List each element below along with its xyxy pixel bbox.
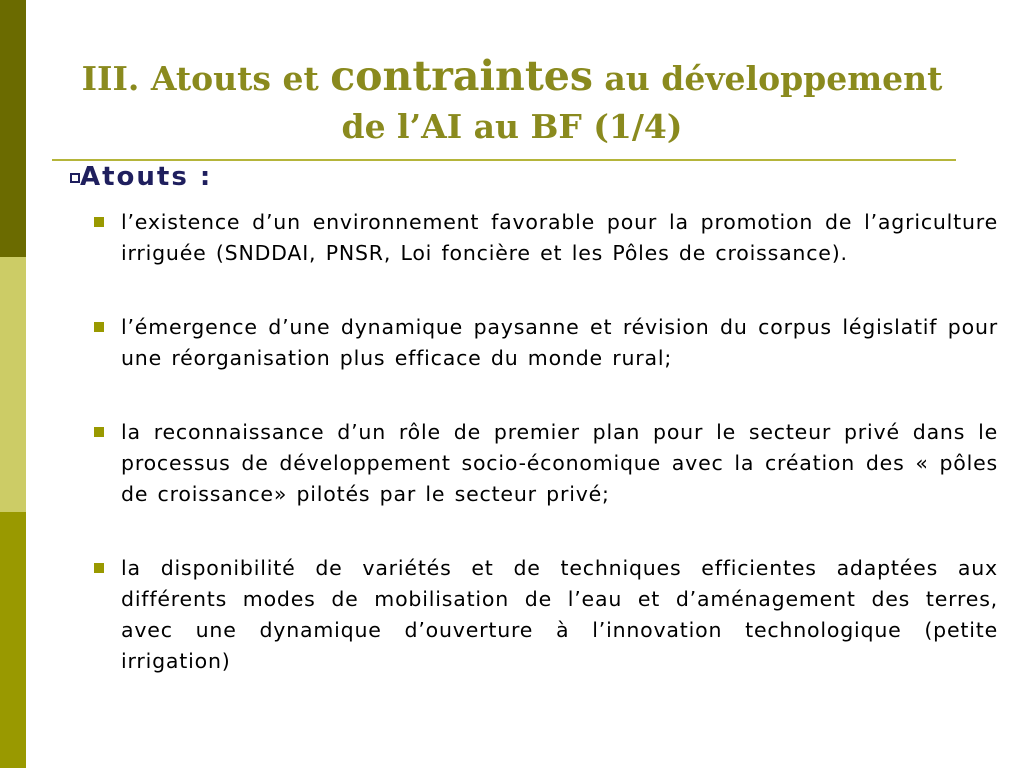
side-bar-middle xyxy=(0,257,26,512)
bullet-list xyxy=(88,207,998,720)
title-line-2: de l’AI au BF (1/4) xyxy=(341,107,683,146)
list-item xyxy=(88,417,998,510)
list-item-text: la reconnaissance d’un rôle de premier plan pour le secteur privé dans le processus de développement socio-économique avec la création des « pôles de croissance» pilotés par le secteur privé; xyxy=(121,420,998,506)
filled-square-bullet-icon xyxy=(94,563,104,573)
slide-title xyxy=(40,52,984,151)
title-part-3: au développement xyxy=(592,59,943,98)
filled-square-bullet-icon xyxy=(94,217,104,227)
title-divider xyxy=(52,159,956,161)
filled-square-bullet-icon xyxy=(94,427,104,437)
heading-atouts: Atouts : xyxy=(80,162,213,192)
list-item xyxy=(88,553,998,677)
list-item xyxy=(88,207,998,269)
list-item-text: l’émergence d’une dynamique paysanne et révision du corpus législatif pour une réorganisation plus efficace du monde rural; xyxy=(121,315,998,370)
side-bar-bottom xyxy=(0,512,26,768)
list-item-text: l’existence d’un environnement favorable pour la promotion de l’agriculture irriguée (SNDDAI, PNSR, Loi foncière et les Pôles de croissance). xyxy=(121,210,998,265)
list-item xyxy=(88,312,998,374)
title-part-2: contraintes xyxy=(330,52,593,100)
list-item-text: la disponibilité de variétés et de techniques efficientes adaptées aux différents modes de mobilisation de l’eau et d’aménagement des terres, avec une dynamique d’ouverture à l’innovation technologique (petite irrigation) xyxy=(121,556,998,673)
hollow-square-bullet-icon xyxy=(70,173,80,183)
side-bar-top xyxy=(0,0,26,257)
filled-square-bullet-icon xyxy=(94,322,104,332)
title-part-1: III. Atouts et xyxy=(81,59,331,98)
